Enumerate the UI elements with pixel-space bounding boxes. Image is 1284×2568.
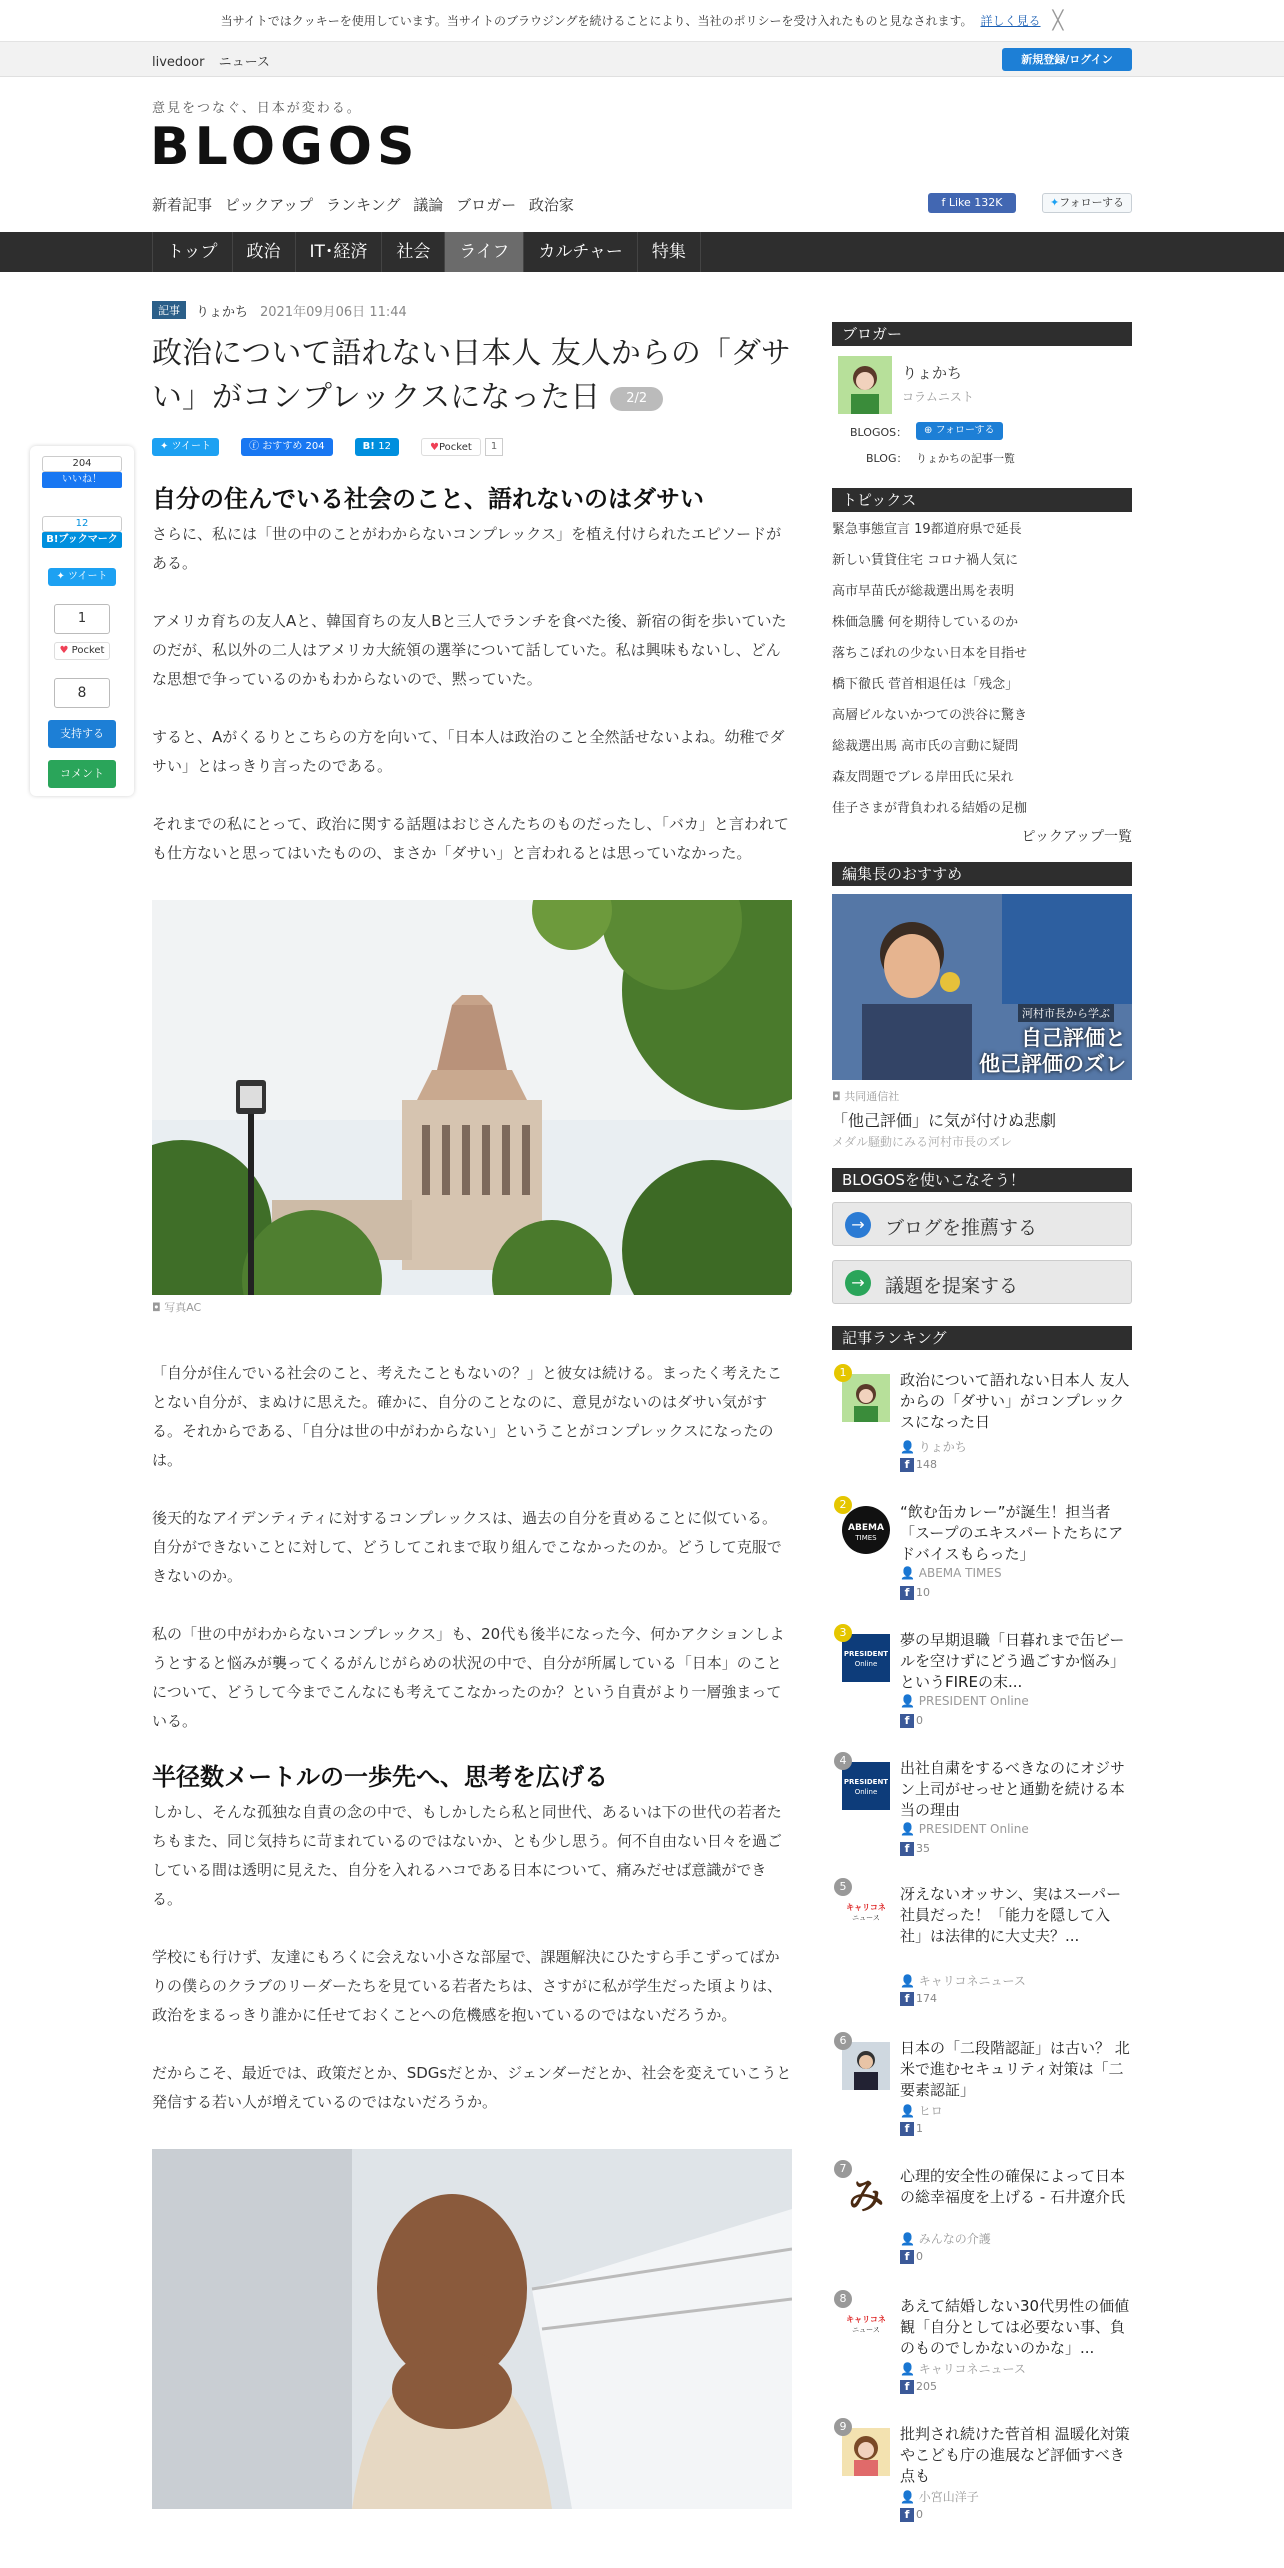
rank-share-count <box>900 1992 937 2006</box>
editor-source <box>832 1088 1132 1104</box>
svg-text:Online: Online <box>854 1660 878 1668</box>
blogger-avatar[interactable] <box>838 356 892 414</box>
rank-avatar <box>842 2300 890 2348</box>
paragraph-2: アメリカ育ちの友人Aと、韓国育ちの友人Bと三人でランチを食べた後、新宿の街を歩いていたのだが、私以外の二人はアメリカ大統領の選挙について話していた。私は興味もないし、どんな思想で争っているのかもわからないので、黙っていた。 <box>152 612 787 688</box>
blogger-name[interactable]: りょかち <box>902 364 963 382</box>
nav-top[interactable]: トップ <box>152 232 232 272</box>
news-link[interactable]: ニュース <box>218 55 270 70</box>
topic-item[interactable]: 株価急騰 何を期待しているのか <box>832 615 1019 630</box>
photo-caption-text: 写真AC <box>164 1301 202 1314</box>
facebook-icon: f <box>900 1842 914 1856</box>
pocket-button[interactable] <box>421 438 481 456</box>
rank-source <box>900 1694 1029 1708</box>
rank-number: 3 <box>834 1624 852 1642</box>
topic-item[interactable]: 高市早苗氏が総裁選出馬を表明 <box>832 584 1015 599</box>
ranking-item[interactable] <box>832 1496 1132 1624</box>
rank-count-text: 0 <box>916 2508 923 2521</box>
topic-item[interactable]: 高層ビルないかつての渋谷に驚き <box>832 708 1028 723</box>
rank-number: 5 <box>834 1878 852 1896</box>
twitter-icon: ✦ <box>1049 196 1060 209</box>
cookie-text: 当サイトではクッキーを使用しています。当サイトのブラウジングを続けることにより、当社のポリシーを受け入れたものと見なされます。 <box>220 14 973 28</box>
hatena-count: 12 <box>42 516 122 532</box>
nav-politics[interactable]: 政治 <box>232 232 295 272</box>
page-badge: 2/2 <box>610 387 663 411</box>
rank-number: 4 <box>834 1752 852 1770</box>
rank-share-count <box>900 1714 923 1728</box>
careerconnection-logo-icon <box>842 2300 890 2348</box>
editor-source-text: 共同通信社 <box>844 1090 900 1103</box>
rank-source <box>900 2230 991 2247</box>
pocket-float-button[interactable] <box>54 642 110 660</box>
article-badge: 記事 <box>152 301 186 319</box>
topic-item[interactable]: 橋下徹氏 菅首相退任は「残念」 <box>832 677 1019 692</box>
facebook-icon: f <box>900 1992 914 2006</box>
rank-source-text: みんなの介護 <box>918 2232 991 2246</box>
person-icon: 👤 <box>900 1822 919 1836</box>
facebook-icon: f <box>900 2380 914 2394</box>
recommend-blog-button[interactable] <box>832 1202 1132 1246</box>
blogos-logo[interactable]: BLOGOS <box>150 117 420 177</box>
rank-avatar <box>842 1374 890 1422</box>
ranking-item[interactable] <box>832 2032 1132 2160</box>
tweet-float-button[interactable] <box>48 568 116 586</box>
share-row <box>152 436 792 458</box>
subnav-new[interactable]: 新着記事 <box>152 196 213 214</box>
rank-number: 6 <box>834 2032 852 2050</box>
sidebar <box>832 322 1132 2546</box>
arrow-right-icon: → <box>845 1212 871 1238</box>
diet-building-image <box>152 900 792 1295</box>
nav-culture[interactable]: カルチャー <box>523 232 637 272</box>
blogger-card <box>832 346 1132 476</box>
fb-recommend-label: おすすめ 204 <box>262 441 325 452</box>
editor-image-text-1: 自己評価と <box>1021 1026 1126 1050</box>
blog-link[interactable]: りょかちの記事一覧 <box>916 452 1015 465</box>
rank-source-text: ABEMA TIMES <box>918 1566 1002 1580</box>
section-heading-1: 自分の住んでいる社会のこと、語れないのはダサい <box>152 485 704 513</box>
ranking-item[interactable] <box>832 1364 1132 1496</box>
recommend-blog-label: ブログを推薦する <box>885 1217 1038 1239</box>
ranking-item[interactable] <box>832 2160 1132 2290</box>
arrow-right-icon: → <box>845 1270 871 1296</box>
facebook-like-button[interactable] <box>928 193 1016 213</box>
rank-title[interactable]: 出社自粛をするべきなのにオジサン上司がせっせと通勤を続ける本当の理由 <box>900 1759 1126 1819</box>
rank-source-text: ヒロ <box>918 2104 943 2118</box>
rank-number: 2 <box>834 1496 852 1514</box>
paragraph-5: 「自分が住んでいる社会のこと、考えたこともないの？」と彼女は続ける。まったく考えたことない自分が、まぬけに思えた。確かに、自分のことなのに、意見がないのはダサい気がする。それからである、「自分は世の中がわからない」ということがコンプレックスになったのは。 <box>152 1364 783 1469</box>
facebook-icon: ⓕ <box>249 441 263 452</box>
editor-headline[interactable]: 「他己評価」に気が付けぬ悲劇 <box>832 1111 1057 1130</box>
ranking-item[interactable] <box>832 1624 1132 1752</box>
rank-source <box>900 1566 1002 1580</box>
editor-image-text-2: 他己評価のズレ <box>979 1052 1126 1076</box>
rank-title[interactable]: 冴えないオッサン、実はスーパー社員だった！「能力を隠して入社」は法律的に大丈夫？... <box>900 1885 1122 1945</box>
topics-list <box>832 514 1132 824</box>
rank-number: 9 <box>834 2418 852 2436</box>
topic-item[interactable]: 佳子さまが背負われる結婚の足枷 <box>832 801 1028 816</box>
cookie-details-link[interactable]: 詳しく見る <box>980 14 1041 28</box>
rank-title[interactable]: “飲む缶カレー”が誕生！担当者「スープのエキスパートたちにアドバイスもらった」 <box>900 1503 1124 1563</box>
rank-title[interactable]: 批判され続けた菅首相 温暖化対策やこども庁の進展など評価すべき点も <box>900 2425 1130 2485</box>
photo-caption <box>152 1299 792 1315</box>
nav-life[interactable]: ライフ <box>444 232 523 272</box>
rank-source-text: キャリコネニュース <box>918 1974 1026 1988</box>
rank-source <box>900 1972 1026 1989</box>
subnav-politician[interactable]: 政治家 <box>528 196 574 214</box>
rank-title[interactable]: 日本の「二段階認証」は古い？ 北米で進むセキュリティ対策は「二要素認証」 <box>900 2039 1130 2099</box>
subnav-pickup[interactable]: ピックアップ <box>224 196 314 214</box>
rank-source <box>900 2488 979 2505</box>
rank-source-text: PRESIDENT Online <box>918 1694 1029 1708</box>
minnanokaigo-logo-icon <box>842 2170 890 2218</box>
person-icon: 👤 <box>900 2232 919 2246</box>
topic-item[interactable]: 総裁選出馬 高市氏の言動に疑問 <box>832 739 1019 754</box>
rank-avatar <box>842 2428 890 2476</box>
nav-feature[interactable]: 特集 <box>637 232 701 272</box>
rank-avatar <box>842 1888 890 1936</box>
twitter-icon: ✦ <box>160 441 172 452</box>
facebook-icon: f <box>900 1714 914 1728</box>
ranking-item[interactable] <box>832 2290 1132 2418</box>
subnav-ranking[interactable]: ランキング <box>325 196 401 214</box>
tagline: 意見をつなぐ、日本が変わる。 <box>152 101 362 116</box>
person-icon: 👤 <box>900 2104 919 2118</box>
topic-item[interactable]: 落ちこぼれの少ない日本を目指せ <box>832 646 1028 661</box>
rank-count-text: 205 <box>916 2380 937 2393</box>
fb-count: 204 <box>42 456 122 472</box>
editor-pick-image[interactable] <box>832 894 1132 1080</box>
svg-text:み: み <box>847 2175 885 2217</box>
person-icon: 👤 <box>900 2362 919 2376</box>
blogger-role: コラムニスト <box>902 390 974 404</box>
paragraph-6: 後天的なアイデンティティに対するコンプレックスは、過去の自分を責めることに似ている。自分ができないことに対して、どうしてこれまで取り組んでこなかったのか。どうして克服できないのか。 <box>152 1509 782 1585</box>
rank-avatar <box>842 1634 890 1682</box>
diet-building-photo <box>152 900 792 1295</box>
paragraph-1: さらに、私には「世の中のことがわからないコンプレックス」を植え付けられたエピソードがある。 <box>152 525 782 572</box>
paragraph-10: だからこそ、最近では、政策だとか、SDGsだとか、ジェンダーだとか、社会を変えていこうと発信する若い人が増えているのではないだろうか。 <box>152 2064 792 2111</box>
ranking-item[interactable] <box>832 2418 1132 2546</box>
svg-text:TIMES: TIMES <box>855 1534 877 1542</box>
fb-recommend-button[interactable] <box>241 438 333 456</box>
rank-count-text: 1 <box>916 2122 923 2135</box>
person-icon: 👤 <box>900 1566 919 1580</box>
fb-like-float-button[interactable] <box>42 472 122 488</box>
pickup-more-link[interactable]: ピックアップ一覧 <box>1021 829 1132 845</box>
president-online-logo-icon <box>842 1762 890 1810</box>
rank-share-count <box>900 2122 923 2136</box>
facebook-icon: f <box>900 2122 914 2136</box>
rank-source-text: キャリコネニュース <box>918 2362 1026 2376</box>
pocket-icon: ♥ <box>430 442 439 453</box>
plus-icon: ⊕ <box>924 425 936 436</box>
pocket-count-badge: 1 <box>485 438 503 456</box>
hatena-bookmark-button[interactable]: B!ブックマーク <box>42 532 122 548</box>
signup-login-button[interactable]: 新規登録/ログイン <box>1002 48 1132 71</box>
blog-label: BLOG： <box>866 452 908 465</box>
ranking-item[interactable] <box>832 1752 1132 1878</box>
camera-icon: ◘ <box>152 1301 165 1314</box>
sub-navigation <box>152 194 582 215</box>
article-date: 2021年09月06日 11:44 <box>260 304 407 320</box>
pocket-float-label: Pocket <box>71 645 105 656</box>
tweet-label: ツイート <box>171 441 212 452</box>
abema-logo-icon <box>842 1506 890 1554</box>
fb-like-float-label: いいね！ <box>62 474 102 485</box>
rank-source <box>900 2360 1026 2377</box>
person-icon: 👤 <box>900 1974 919 1988</box>
rank-number: 8 <box>834 2290 852 2308</box>
paragraph-3: すると、Aがくるりとこちらの方を向いて、「日本人は政治のこと全然話せないよね。幼稚でダサい」とはっきり言ったのである。 <box>152 728 785 775</box>
facebook-icon: f <box>900 1458 914 1472</box>
close-icon[interactable]: ╳ <box>1052 10 1064 31</box>
rank-share-count <box>900 2508 923 2522</box>
avatar-image <box>842 1374 890 1422</box>
livedoor-bar <box>0 42 1284 77</box>
rank-avatar <box>842 2170 890 2218</box>
rank-source <box>900 2102 943 2119</box>
svg-text:キャリコネ: キャリコネ <box>846 2315 886 2324</box>
article <box>152 296 792 2509</box>
propose-topic-button[interactable] <box>832 1260 1132 1304</box>
fb-like-label: Like 132K <box>948 196 1003 209</box>
comment-button[interactable]: コメント <box>48 760 116 788</box>
blogger-avatar-image <box>838 356 892 414</box>
blogos-label: BLOGOS： <box>850 426 908 439</box>
svg-text:PRESIDENT: PRESIDENT <box>843 1650 889 1658</box>
pocket-label: Pocket <box>439 442 472 453</box>
person-icon: 👤 <box>900 1440 919 1454</box>
pocket-icon: ♥ <box>59 645 72 656</box>
rank-title[interactable]: 夢の早期退職「日暮れまで缶ビールを空けずにどう過ごすか悩み」というFIREの末... <box>900 1631 1126 1691</box>
article-author[interactable]: りょかち <box>196 304 249 320</box>
avatar-image <box>842 2428 890 2476</box>
rank-source-text: PRESIDENT Online <box>918 1822 1029 1836</box>
svg-text:ABEMA: ABEMA <box>848 1523 884 1533</box>
rank-source <box>900 1822 1029 1836</box>
rank-avatar <box>842 2042 890 2090</box>
twitter-icon: ✦ <box>56 571 69 582</box>
tweet-float-label: ツイート <box>68 571 108 582</box>
ranking-section-title: 記事ランキング <box>832 1326 1132 1350</box>
rank-share-count <box>900 1458 937 1472</box>
rank-title[interactable]: 心理的安全性の確保によって日本の総幸福度を上げる - 石井遼介氏 <box>900 2167 1126 2206</box>
topics-section-title: トピックス <box>832 488 1132 512</box>
cookie-banner <box>0 0 1284 42</box>
topic-item[interactable]: 緊急事態宣言 19都道府県で延長 <box>832 522 1022 537</box>
rank-title[interactable]: 政治について語れない日本人 友人からの「ダサい」がコンプレックスになった日 <box>900 1371 1130 1431</box>
propose-topic-label: 議題を提案する <box>885 1275 1019 1297</box>
floating-share-panel <box>30 446 134 796</box>
person-icon: 👤 <box>900 2490 919 2504</box>
nav-society[interactable]: 社会 <box>381 232 444 272</box>
facebook-icon: f <box>900 2250 914 2264</box>
topic-item[interactable]: 新しい賃貸住宅 コロナ禍人気に <box>832 553 1019 568</box>
editor-section-title: 編集長のおすすめ <box>832 862 1132 886</box>
support-button[interactable]: 支持する <box>48 720 116 748</box>
editor-subheadline: メダル騒動にみる河村市長のズレ <box>832 1135 1013 1149</box>
rank-share-count <box>900 1586 930 1600</box>
paragraph-9: 学校にも行けず、友達にもろくに会えない小さな部屋で、課題解決にひたすら手こずってばかりの僕らのクラブのリーダーたちを見ている若者たちは、さすがに私が学生だった頃よりは、政治をまるっきり誰かに任せておくことへの危機感を抱いているのではないだろうか。 <box>152 1948 783 2024</box>
svg-text:ニュース: ニュース <box>852 1914 880 1922</box>
tw-follow-label: フォローする <box>1059 196 1125 209</box>
article-title <box>152 332 792 420</box>
careerconnection-logo-icon <box>842 1888 890 1936</box>
hatena-count-label: 12 <box>378 441 392 452</box>
twitter-follow-button[interactable] <box>1042 193 1132 213</box>
svg-text:PRESIDENT: PRESIDENT <box>843 1778 889 1786</box>
ranking-item[interactable] <box>832 1878 1132 2032</box>
rank-source-text: りょかち <box>918 1440 967 1454</box>
article-title-text: 政治について語れない日本人 友人からの「ダサい」がコンプレックスになった日 <box>152 336 791 415</box>
woman-image <box>152 2149 792 2509</box>
section-heading-2: 半径数メートルの一歩先へ、思考を広げる <box>152 1763 608 1791</box>
svg-text:キャリコネ: キャリコネ <box>846 1903 886 1912</box>
rank-share-count <box>900 2380 937 2394</box>
facebook-icon: f <box>900 1586 914 1600</box>
rank-share-count <box>900 1842 930 1856</box>
camera-icon: ◘ <box>832 1090 845 1103</box>
paragraph-7: 私の「世の中がわからないコンプレックス」も、20代も後半になった今、何かアクションしようとすると悩みが襲ってくるがんじがらめの状況の中で、自分が所属している「日本」のことについて、どうして今までこんなにも考えてこなかったのか？という自責がより一層強まっている。 <box>152 1625 785 1730</box>
site-header <box>0 77 1284 232</box>
hatena-icon: B! <box>362 441 379 452</box>
rank-count-text: 35 <box>916 1842 930 1855</box>
article-meta <box>152 296 792 324</box>
rank-number: 1 <box>834 1364 852 1382</box>
nav-it-economy[interactable]: IT･経済 <box>295 232 382 272</box>
topic-item[interactable]: 森友問題でブレる岸田氏に呆れ <box>832 770 1014 785</box>
subnav-debate[interactable]: 議論 <box>413 196 444 214</box>
ranking-list <box>832 1364 1132 2546</box>
facebook-icon: f <box>941 196 949 209</box>
main-navigation <box>0 232 1284 272</box>
rank-count-text: 174 <box>916 1992 937 2005</box>
pocket-count: 1 <box>54 604 110 634</box>
person-icon: 👤 <box>900 1694 919 1708</box>
rank-count-text: 10 <box>916 1586 930 1599</box>
rank-count-text: 0 <box>916 2250 923 2263</box>
paragraph-4: それまでの私にとって、政治に関する話題はおじさんたちのものだったし、「バカ」と言われても仕方ないと思ってはいたものの、まさか「ダサい」と言われるとは思っていなかった。 <box>152 815 789 862</box>
rank-avatar <box>842 1762 890 1810</box>
rank-source-text: 小宮山洋子 <box>918 2490 979 2504</box>
svg-text:ニュース: ニュース <box>852 2326 880 2334</box>
use-blogos-title: BLOGOSを使いこなそう！ <box>832 1168 1132 1192</box>
svg-text:Online: Online <box>854 1788 878 1796</box>
president-online-logo-icon <box>842 1634 890 1682</box>
editor-image-tag: 河村市長から学ぶ <box>1018 1004 1114 1022</box>
follow-button[interactable] <box>916 422 1003 440</box>
livedoor-link[interactable]: livedoor <box>152 55 205 70</box>
follow-label: フォローする <box>935 425 995 436</box>
comment-count: 8 <box>54 678 110 708</box>
rank-count-text: 148 <box>916 1458 937 1471</box>
rank-avatar <box>842 1506 890 1554</box>
blogger-section-title: ブロガー <box>832 322 1132 346</box>
rank-share-count <box>900 2250 923 2264</box>
paragraph-8: しかし、そんな孤独な自責の念の中で、もしかしたら私と同世代、あるいは下の世代の若者たちもまた、同じ気持ちに苛まれているのではないか、とも少し思う。何不自由ない日々を過ごしている間は透明に見えた、自分を入れるハコである日本について、痛みだせば意識ができる。 <box>152 1803 783 1908</box>
avatar-image <box>842 2042 890 2090</box>
woman-photo <box>152 2149 792 2509</box>
subnav-blogger[interactable]: ブロガー <box>456 196 517 214</box>
tweet-button[interactable] <box>152 438 219 456</box>
facebook-icon: f <box>900 2508 914 2522</box>
rank-source <box>900 1438 967 1455</box>
rank-count-text: 0 <box>916 1714 923 1727</box>
hatena-button[interactable] <box>355 438 399 456</box>
rank-title[interactable]: あえて結婚しない30代男性の価値観「自分としては必要ない事、負のものでしかないのかな」... <box>900 2297 1130 2357</box>
rank-number: 7 <box>834 2160 852 2178</box>
